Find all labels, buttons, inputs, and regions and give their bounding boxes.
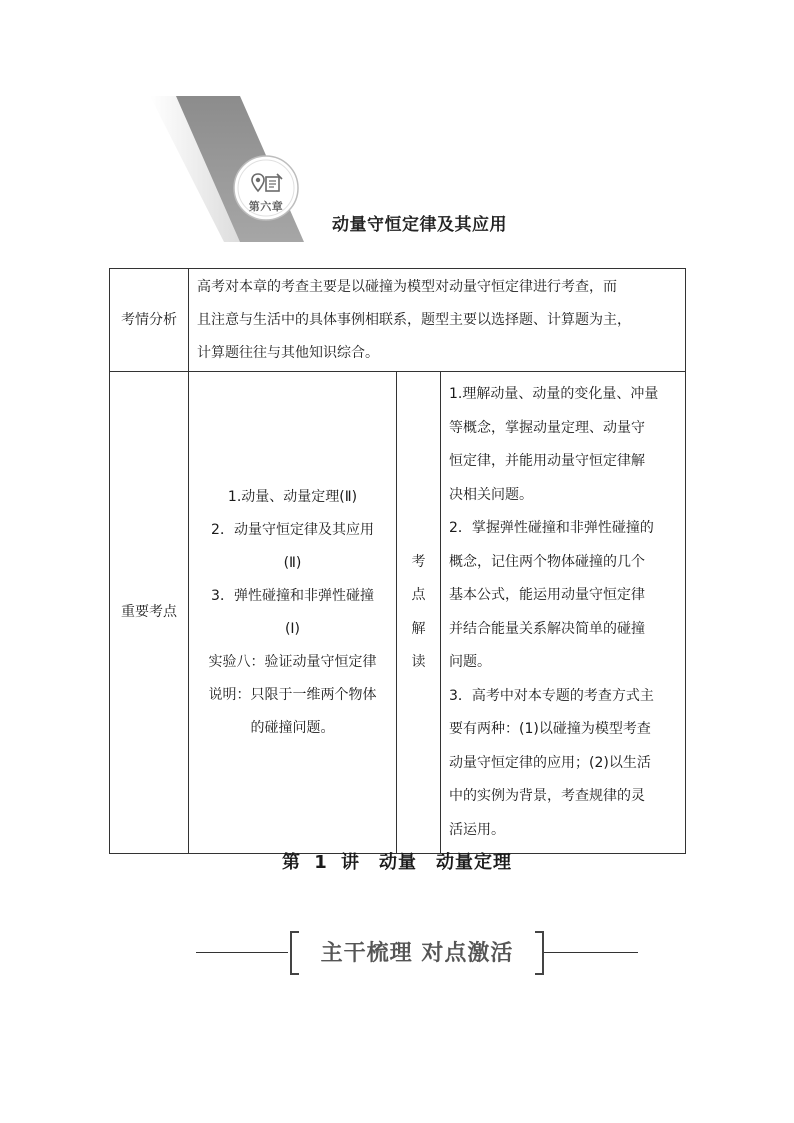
key-point-line: 2．动量守恒定律及其应用 [211,521,374,538]
lecture-title: 第 1 讲 动量 动量定理 [281,852,513,873]
right-bracket-icon [534,930,546,976]
key-points-row [110,372,686,854]
key-point-line: 说明：只限于一维两个物体 [208,686,377,703]
interpretation-label-char: 读 [411,654,426,670]
location-pin-book-icon [251,172,283,194]
interp-line: 2．掌握弹性碰撞和非弹性碰撞的 [449,520,654,536]
analysis-row [110,269,686,372]
interp-line: 概念，记住两个物体碰撞的几个 [449,553,645,570]
key-points-list [189,372,397,854]
key-point-line: (Ⅰ) [284,620,301,637]
section-divider-left [196,952,288,953]
interpretation-label-char: 考 [411,553,426,570]
interpretation-text [441,372,686,854]
interp-line: 1.理解动量、动量的变化量、冲量 [449,386,659,402]
chapter-badge-label: 第六章 [248,200,284,213]
key-point-line: 实验八：验证动量守恒定律 [208,653,377,670]
chapter-overview-table [109,268,686,854]
interp-line: 等概念，掌握动量定理、动量守 [449,419,645,436]
key-point-line: (Ⅱ) [283,554,302,571]
interp-line: 决相关问题。 [449,486,533,503]
analysis-line: 计算题往往与其他知识综合。 [197,344,379,361]
interp-line: 并结合能量关系解决简单的碰撞 [449,620,645,637]
analysis-line: 高考对本章的考查主要是以碰撞为模型对动量守恒定律进行考查，而 [197,278,617,295]
interp-line: 要有两种：(1)以碰撞为模型考查 [449,721,651,737]
interp-line: 活运用。 [449,821,505,838]
key-point-line: 的碰撞问题。 [250,719,335,736]
interpretation-label [397,372,441,854]
interp-line: 3．高考中对本专题的考查方式主 [449,687,654,704]
interp-line: 动量守恒定律的应用；(2)以生活 [449,754,651,771]
analysis-text [189,269,686,372]
interp-line: 基本公式，能运用动量守恒定律 [449,587,645,603]
interp-line: 恒定律，并能用动量守恒定律解 [449,453,645,469]
chapter-banner [140,92,320,252]
section-divider-right [544,952,638,953]
key-points-label: 重要考点 [110,372,189,854]
key-point-line: 3．弹性碰撞和非弹性碰撞 [211,587,374,604]
interpretation-label-char: 点 [411,587,426,603]
interp-line: 问题。 [449,654,491,670]
analysis-line: 且注意与生活中的具体事例相联系，题型主要以选择题、计算题为主， [197,311,631,328]
interp-line: 中的实例为背景，考查规律的灵 [449,788,645,804]
analysis-label: 考情分析 [110,269,189,372]
section-title: 主干梳理 对点激活 [320,940,514,966]
chapter-title: 动量守恒定律及其应用 [332,215,507,235]
interpretation-label-char: 解 [411,620,426,637]
key-point-line: 1.动量、动量定理(Ⅱ) [227,488,358,505]
